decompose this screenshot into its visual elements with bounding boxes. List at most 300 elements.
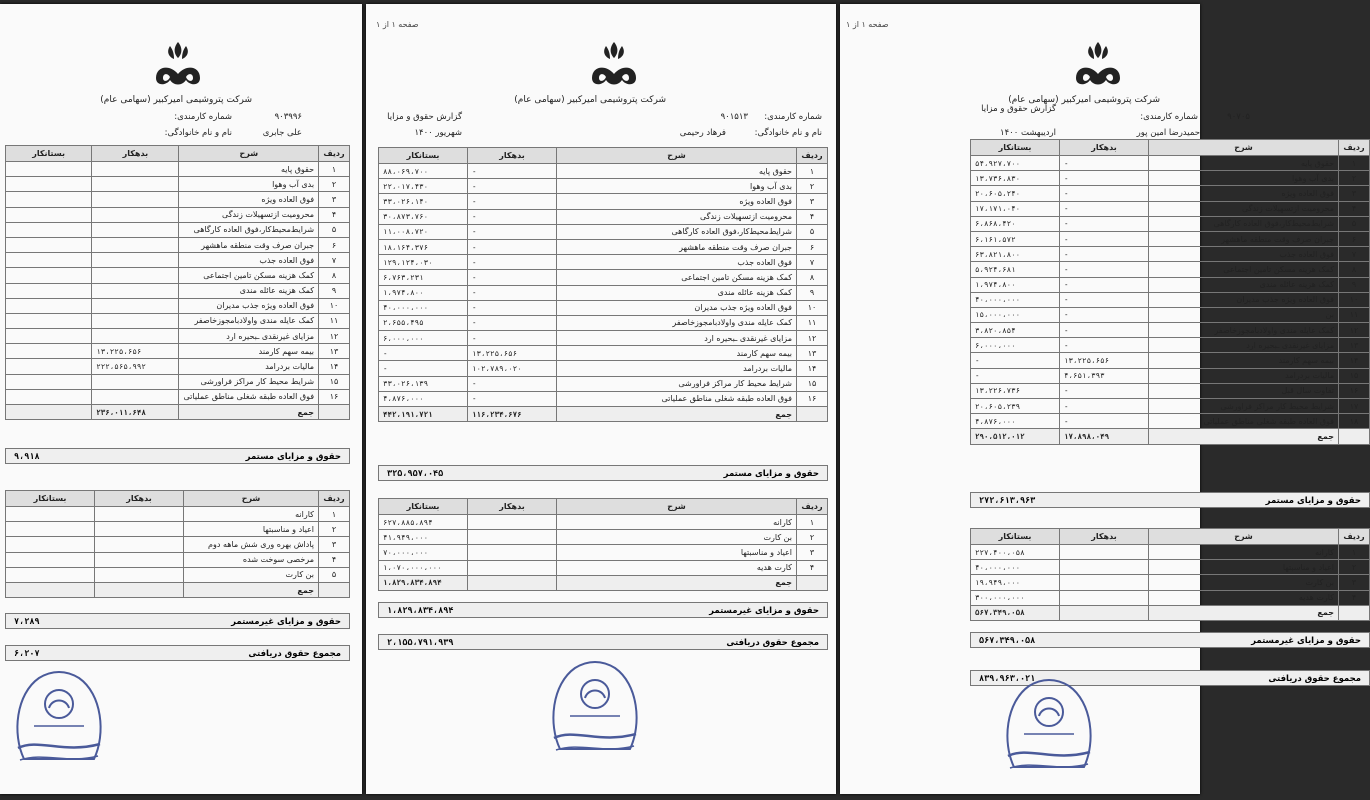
row-description: کارت هدیه	[1149, 590, 1339, 605]
row-debit	[92, 177, 179, 192]
row-number: ۴	[797, 209, 828, 224]
row-credit: ۳۳،۰۲۶،۱۳۹	[379, 376, 468, 391]
row-debit: -	[468, 164, 557, 179]
col-row-header: ردیف	[797, 148, 828, 164]
row-number: ۱۵	[797, 376, 828, 391]
row-description: بدی آب وهوا	[179, 177, 319, 192]
row-credit: ۱۳،۷۳۶،۸۳۰	[971, 171, 1060, 186]
row-credit: ۴،۸۷۶،۰۰۰	[971, 414, 1060, 429]
row-credit	[6, 283, 92, 298]
page-number: صفحه ۱ از ۱	[376, 20, 419, 29]
table-total-row	[379, 575, 828, 590]
row-number: ۳	[319, 192, 350, 207]
row-debit	[92, 207, 179, 222]
fixed-earnings-table	[378, 147, 828, 422]
total-label: جمع	[1149, 605, 1339, 620]
col-row-header: ردیف	[797, 499, 828, 515]
row-debit: -	[1060, 216, 1149, 231]
row-description: مزایای غیرنقدی ـبحیره ارد	[557, 331, 797, 346]
col-credit-header: بستانکار	[6, 491, 95, 507]
pay-period: اردیبهشت ۱۴۰۰	[1000, 128, 1056, 138]
employee-name-value: علی جابری	[262, 128, 302, 138]
row-description: کمک هزینه مسکن تامین اجتماعی	[557, 270, 797, 285]
row-credit	[6, 237, 92, 252]
row-description: شرایط محیط کار مراکز فراورشی	[179, 374, 319, 389]
row-description: حقوق پایه	[557, 164, 797, 179]
row-debit	[95, 507, 184, 522]
table-row	[971, 545, 1370, 560]
row-credit: ۴،۸۷۶،۰۰۰	[379, 391, 468, 406]
row-number: ۱۴	[1339, 353, 1370, 368]
table-row	[971, 383, 1370, 398]
row-credit: ۱۳،۲۲۶،۷۳۶	[971, 383, 1060, 398]
row-debit	[1060, 545, 1149, 560]
table-row	[6, 537, 350, 552]
row-description: اعیاد و مناسبتها	[1149, 560, 1339, 575]
row-description: حقوق پایه	[1149, 156, 1339, 171]
table-row	[971, 353, 1370, 368]
row-debit: -	[1060, 383, 1149, 398]
table-row	[379, 530, 828, 545]
nonfixed-net-value: ۷،۲۸۹	[14, 617, 40, 627]
row-credit	[6, 389, 92, 404]
row-description: کمک عایله مندی واولادبامجوزخاصفر	[1149, 323, 1339, 338]
col-debit-header: بدهکار	[1060, 529, 1149, 545]
col-debit-header: بدهکار	[468, 499, 557, 515]
net-total-row	[378, 634, 828, 650]
fixed-net-label: حقوق و مزایای مستمر	[245, 452, 341, 462]
total-label: جمع	[557, 575, 797, 590]
row-debit	[92, 253, 179, 268]
report-title: گزارش حقوق و مزایا	[387, 112, 462, 122]
row-number: ۳	[797, 545, 828, 560]
fixed-earnings-table	[5, 145, 350, 420]
row-description: محرومیت ازتسهیلات زندگی	[179, 207, 319, 222]
employee-no-value: ۹۰۷۰۵	[1227, 112, 1250, 122]
row-debit: -	[1060, 201, 1149, 216]
table-row	[971, 368, 1370, 383]
col-desc-header: شرح	[184, 491, 319, 507]
row-number: ۱۴	[797, 361, 828, 376]
row-number: ۵	[1339, 216, 1370, 231]
total-credit	[6, 582, 95, 597]
company-name: شرکت پتروشیمی امیرکبیر (سهامی عام)	[100, 95, 252, 105]
row-description: بیمه سهم کارمند	[179, 344, 319, 359]
row-debit: -	[468, 179, 557, 194]
row-credit: ۱۷،۱۷۱،۰۴۰	[971, 201, 1060, 216]
row-debit: ۱۳،۲۲۵،۶۵۶	[1060, 353, 1149, 368]
petrochemical-logo-icon	[148, 40, 208, 88]
row-number: ۱	[319, 507, 350, 522]
table-row	[379, 194, 828, 209]
table-row	[6, 207, 350, 222]
row-description: کارت هدیه	[557, 560, 797, 575]
table-row	[971, 231, 1370, 246]
row-description: جبران صرف وقت منطقه ماهشهر	[557, 239, 797, 254]
row-number: ۳	[1339, 186, 1370, 201]
nonfixed-net-label: حقوق و مزایای غیرمستمر	[231, 617, 341, 627]
row-number: ۶	[1339, 231, 1370, 246]
table-total-row	[971, 605, 1370, 620]
total-credit: ۲۹۰،۵۱۲،۰۱۲	[971, 429, 1060, 444]
employee-name-label: نام و نام خانوادگی:	[754, 128, 822, 138]
row-description: بدی آب وهوا	[1149, 171, 1339, 186]
nonfixed-earnings-table	[5, 490, 350, 598]
table-row	[6, 329, 350, 344]
nonfixed-net-value: ۱،۸۲۹،۸۳۴،۸۹۴	[387, 606, 454, 616]
row-debit	[92, 389, 179, 404]
row-description: مرخصی سوخت شده	[184, 552, 319, 567]
row-number: ۲	[1339, 171, 1370, 186]
total-debit	[1060, 605, 1149, 620]
row-description: بن کارت	[557, 530, 797, 545]
row-debit: ۱۰۲،۷۸۹،۰۲۰	[468, 361, 557, 376]
row-credit: ۶،۰۰۰،۰۰۰	[971, 338, 1060, 353]
row-description: بن کارت	[1149, 575, 1339, 590]
net-total-row	[5, 645, 350, 661]
row-debit: -	[1060, 231, 1149, 246]
table-row	[971, 216, 1370, 231]
table-row	[379, 376, 828, 391]
row-number: ۱۳	[797, 346, 828, 361]
row-credit: ۶،۱۶۱،۵۷۲	[971, 231, 1060, 246]
table-header-row	[6, 146, 350, 162]
payslip-sheet-3	[840, 4, 1365, 794]
row-number: ۱	[797, 515, 828, 530]
row-debit	[468, 545, 557, 560]
row-debit	[1060, 560, 1149, 575]
row-credit	[6, 177, 92, 192]
table-row	[971, 399, 1370, 414]
table-row	[971, 590, 1370, 605]
total-debit	[468, 575, 557, 590]
table-total-row	[6, 405, 350, 420]
row-debit: -	[1060, 186, 1149, 201]
row-credit	[6, 552, 95, 567]
col-row-header: ردیف	[319, 491, 350, 507]
row-credit: ۴۱،۹۴۹،۰۰۰	[379, 530, 468, 545]
row-description: کمک عایله مندی واولادبامجوزخاصفر	[557, 315, 797, 330]
row-debit: -	[1060, 277, 1149, 292]
col-row-header: ردیف	[319, 146, 350, 162]
employee-name-value: حمیدرضا امین پور	[1136, 128, 1200, 138]
nonfixed-net-value: ۵۶۷،۳۴۹،۰۵۸	[979, 636, 1036, 646]
table-row	[379, 224, 828, 239]
row-debit	[95, 567, 184, 582]
row-number: ۱	[319, 162, 350, 177]
nonfixed-net-row	[970, 632, 1370, 648]
row-description: جبران صرف وقت منطقه ماهشهر	[1149, 231, 1339, 246]
row-credit: ۶،۸۶۸،۴۲۰	[971, 216, 1060, 231]
table-row	[971, 560, 1370, 575]
row-number: ۱	[1339, 545, 1370, 560]
row-credit: ۴۰،۰۰۰،۰۰۰	[971, 292, 1060, 307]
row-credit: ۲۰،۶۰۵،۲۴۰	[971, 186, 1060, 201]
row-description: بن کارت	[184, 567, 319, 582]
table-row	[971, 338, 1370, 353]
total-label: جمع	[179, 405, 319, 420]
row-credit	[6, 344, 92, 359]
row-credit: ۲۲،۰۱۷،۴۳۰	[379, 179, 468, 194]
row-description: بن	[1149, 307, 1339, 322]
col-credit-header: بستانکار	[971, 529, 1060, 545]
row-number: ۱۰	[319, 298, 350, 313]
row-description: جبران صرف وقت منطقه ماهشهر	[179, 237, 319, 252]
row-number: ۱۶	[797, 391, 828, 406]
row-number: ۴	[1339, 590, 1370, 605]
sheet-2-content	[366, 4, 836, 794]
table-row	[6, 268, 350, 283]
row-debit: -	[1060, 262, 1149, 277]
row-description: فوق العاده ویژه جذب مدیران	[557, 300, 797, 315]
table-row	[971, 156, 1370, 171]
row-debit: -	[468, 300, 557, 315]
row-credit: ۶،۰۰۰،۰۰۰	[379, 331, 468, 346]
row-description: شرایط‌محیط‌کار،فوق العاده کارگاهی	[1149, 216, 1339, 231]
net-total-value: ۶،۲۰۷	[14, 649, 40, 659]
row-number: ۱۶	[1339, 383, 1370, 398]
company-name: شرکت پتروشیمی امیرکبیر (سهامی عام)	[1008, 95, 1160, 105]
table-header-row	[379, 148, 828, 164]
petrochemical-logo-icon	[584, 40, 644, 88]
nonfixed-net-row	[5, 613, 350, 629]
row-credit: -	[379, 361, 468, 376]
total-label: جمع	[557, 407, 797, 422]
row-credit: ۷۰،۰۰۰،۰۰۰	[379, 545, 468, 560]
fixed-net-value: ۳۲۵،۹۵۷،۰۴۵	[387, 469, 444, 479]
row-number: ۸	[319, 268, 350, 283]
net-total-value: ۸۳۹،۹۶۳،۰۲۱	[979, 674, 1036, 684]
table-row	[379, 270, 828, 285]
total-debit: ۲۳۶،۰۱۱،۶۴۸	[92, 405, 179, 420]
row-description: کمک هزینه عائله مندی	[1149, 277, 1339, 292]
row-number: ۱۲	[319, 329, 350, 344]
fixed-earnings-table	[970, 139, 1370, 445]
row-credit: ۴۰،۰۰۰،۰۰۰	[971, 560, 1060, 575]
row-debit: -	[468, 315, 557, 330]
table-row	[971, 186, 1370, 201]
row-description: کارانه	[1149, 545, 1339, 560]
row-credit: ۳۳،۰۲۶،۱۴۰	[379, 194, 468, 209]
table-row	[6, 192, 350, 207]
row-number: ۹	[1339, 277, 1370, 292]
table-row	[971, 307, 1370, 322]
row-debit	[1060, 590, 1149, 605]
row-description: محرومیت ازتسهیلات زندگی	[1149, 201, 1339, 216]
row-credit	[6, 207, 92, 222]
row-number: ۴	[797, 560, 828, 575]
row-debit: ۴،۶۵۱،۳۹۳	[1060, 368, 1149, 383]
row-number: ۸	[1339, 262, 1370, 277]
row-description: کارانه	[184, 507, 319, 522]
col-desc-header: شرح	[557, 499, 797, 515]
employee-name-value: فرهاد رحیمی	[679, 128, 726, 138]
table-row	[379, 179, 828, 194]
col-desc-header: شرح	[557, 148, 797, 164]
row-debit: ۱۳،۲۲۵،۶۵۶	[92, 344, 179, 359]
row-debit	[1060, 575, 1149, 590]
row-credit: ۶،۷۶۳،۲۳۱	[379, 270, 468, 285]
total-debit: ۱۷،۸۹۸،۰۴۹	[1060, 429, 1149, 444]
payslip-sheet-1	[0, 4, 362, 794]
table-total-row	[971, 429, 1370, 444]
company-name: شرکت پتروشیمی امیرکبیر (سهامی عام)	[514, 95, 666, 105]
row-number: ۱۳	[1339, 338, 1370, 353]
nonfixed-net-label: حقوق و مزایای غیرمستمر	[709, 606, 819, 616]
row-debit: -	[1060, 399, 1149, 414]
row-debit: -	[468, 270, 557, 285]
table-row	[379, 300, 828, 315]
fixed-net-value: ۲۷۲،۶۱۳،۹۶۳	[979, 496, 1036, 506]
row-debit	[95, 537, 184, 552]
table-row	[379, 239, 828, 254]
row-debit: -	[1060, 414, 1149, 429]
row-credit: ۸۸،۰۶۹،۷۰۰	[379, 164, 468, 179]
row-number: ۱	[1339, 156, 1370, 171]
table-row	[6, 567, 350, 582]
row-number: ۱۱	[319, 313, 350, 328]
row-debit	[92, 222, 179, 237]
table-row	[379, 515, 828, 530]
row-description: اعیاد و مناسبتها	[557, 545, 797, 560]
employee-no-value: ۹۰۱۵۱۳	[720, 112, 748, 122]
table-row	[6, 177, 350, 192]
page-number: صفحه ۱ از ۱	[846, 20, 889, 29]
nonfixed-earnings-table	[378, 498, 828, 591]
row-credit	[6, 268, 92, 283]
table-header-row	[971, 140, 1370, 156]
table-header-row	[379, 499, 828, 515]
payroll-stamp-icon	[4, 664, 114, 774]
row-number: ۵	[319, 222, 350, 237]
row-credit: ۶۲۷،۸۸۵،۸۹۴	[379, 515, 468, 530]
row-credit: ۵۴،۹۲۷،۷۰۰	[971, 156, 1060, 171]
col-credit-header: بستانکار	[379, 499, 468, 515]
row-debit: -	[468, 376, 557, 391]
table-header-row	[6, 491, 350, 507]
row-credit	[6, 567, 95, 582]
row-description: فوق العاده جذب	[1149, 247, 1339, 262]
table-row	[971, 262, 1370, 277]
row-credit: ۲،۶۵۵،۴۹۵	[379, 315, 468, 330]
table-row	[6, 522, 350, 537]
row-debit	[92, 313, 179, 328]
row-number: ۱۴	[319, 359, 350, 374]
row-debit	[92, 192, 179, 207]
row-credit: ۱،۹۷۴،۸۰۰	[379, 285, 468, 300]
table-row	[379, 361, 828, 376]
fixed-net-row	[378, 465, 828, 481]
row-number: ۱۱	[1339, 307, 1370, 322]
table-row	[6, 253, 350, 268]
table-row	[6, 507, 350, 522]
row-description: حقوق پایه	[179, 162, 319, 177]
net-total-value: ۲،۱۵۵،۷۹۱،۹۳۹	[387, 638, 454, 648]
row-credit	[6, 507, 95, 522]
table-total-row	[6, 582, 350, 597]
net-total-label: مجموع حقوق دریافتی	[1268, 674, 1361, 684]
pay-period: شهریور ۱۴۰۰	[414, 128, 462, 138]
fixed-net-value: ۹،۹۱۸	[14, 452, 40, 462]
table-row	[971, 277, 1370, 292]
row-description: مالیات بردرامد	[1149, 368, 1339, 383]
row-debit: -	[468, 209, 557, 224]
table-row	[971, 292, 1370, 307]
row-number: ۴	[1339, 201, 1370, 216]
table-row	[6, 162, 350, 177]
row-description: کمک عایله مندی واولادبامجوزخاصفر	[179, 313, 319, 328]
row-credit	[6, 359, 92, 374]
row-number: ۲	[797, 530, 828, 545]
col-credit-header: بستانکار	[6, 146, 92, 162]
row-debit: -	[468, 239, 557, 254]
row-number: ۴	[319, 552, 350, 567]
row-credit	[6, 537, 95, 552]
row-number: ۶	[797, 239, 828, 254]
col-desc-header: شرح	[1149, 140, 1339, 156]
col-debit-header: بدهکار	[1060, 140, 1149, 156]
row-number: ۱۰	[797, 300, 828, 315]
row-credit: -	[971, 368, 1060, 383]
table-total-row	[379, 407, 828, 422]
row-number: ۱۵	[1339, 368, 1370, 383]
row-number: ۳	[319, 537, 350, 552]
row-debit	[95, 522, 184, 537]
total-label: جمع	[1149, 429, 1339, 444]
row-debit	[92, 237, 179, 252]
row-description: شرایط‌محیط‌کار،فوق العاده کارگاهی	[557, 224, 797, 239]
row-debit: -	[1060, 247, 1149, 262]
row-number: ۱۵	[319, 374, 350, 389]
table-row	[6, 359, 350, 374]
table-row	[379, 209, 828, 224]
total-credit: ۴۴۲،۱۹۱،۷۲۱	[379, 407, 468, 422]
row-description: کمک هزینه مسکن تامین اجتماعی	[179, 268, 319, 283]
col-desc-header: شرح	[1149, 529, 1339, 545]
total-credit: ۱،۸۲۹،۸۳۴،۸۹۴	[379, 575, 468, 590]
employee-no-label: شماره کارمندی:	[174, 112, 232, 122]
employee-name-label: نام و نام خانوادگی:	[164, 128, 232, 138]
row-number: ۷	[319, 253, 350, 268]
table-row	[971, 575, 1370, 590]
table-header-row	[971, 529, 1370, 545]
total-debit	[95, 582, 184, 597]
row-number: ۱۳	[319, 344, 350, 359]
row-debit	[92, 162, 179, 177]
row-description: فوق العاده ویژه	[179, 192, 319, 207]
table-row	[6, 389, 350, 404]
row-credit: ۱،۰۷۰،۰۰۰،۰۰۰	[379, 560, 468, 575]
row-credit	[6, 253, 92, 268]
col-debit-header: بدهکار	[95, 491, 184, 507]
row-credit	[6, 329, 92, 344]
row-credit: ۳،۸۲۰،۸۵۴	[971, 323, 1060, 338]
sheet-1-content	[0, 4, 362, 794]
row-debit: ۲۲۲،۵۶۵،۹۹۲	[92, 359, 179, 374]
fixed-net-row	[970, 492, 1370, 508]
table-row	[379, 331, 828, 346]
row-credit: ۳۰،۸۷۳،۷۶۰	[379, 209, 468, 224]
row-description: فوق العاده جذب	[557, 255, 797, 270]
row-debit: -	[1060, 171, 1149, 186]
table-row	[379, 164, 828, 179]
row-number: ۹	[797, 285, 828, 300]
row-credit: -	[379, 346, 468, 361]
employee-no-label: شماره کارمندی:	[764, 112, 822, 122]
table-row	[379, 346, 828, 361]
row-description: فوق العاده ویژه جذب مدیران	[1149, 292, 1339, 307]
row-credit: ۱۹،۹۴۹،۰۰۰	[971, 575, 1060, 590]
